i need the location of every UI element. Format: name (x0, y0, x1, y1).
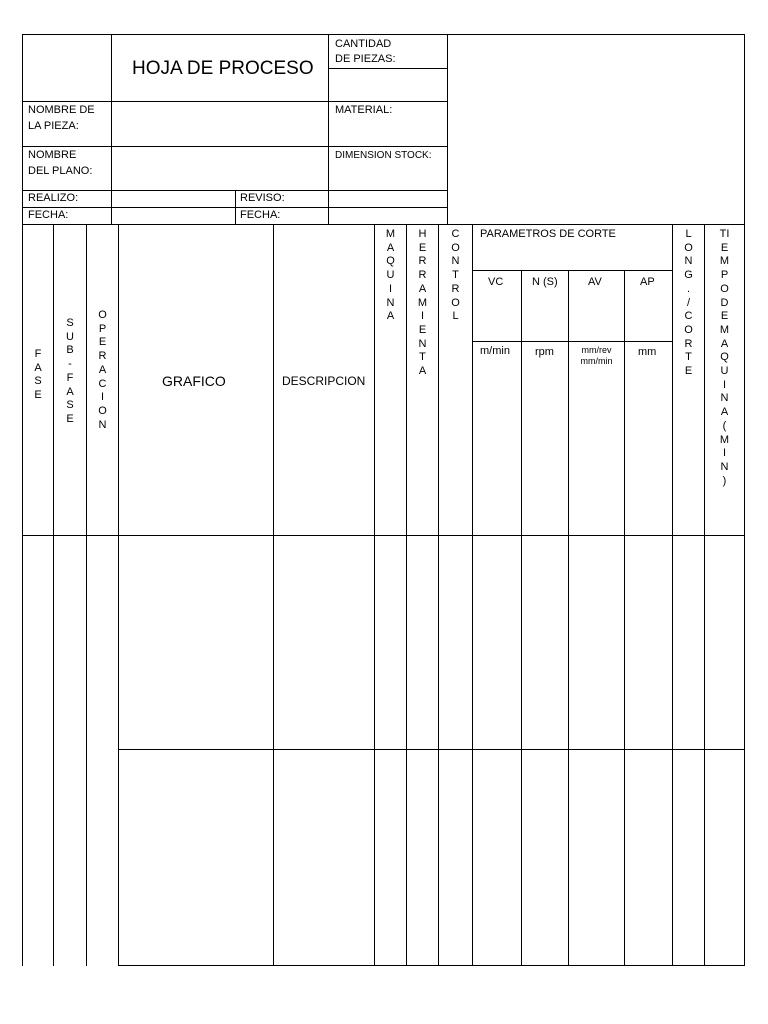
vertical-letter: ( (722, 419, 727, 432)
realizo-label: REALIZO: (28, 192, 79, 204)
vertical-letter: P (98, 322, 107, 335)
vertical-letter: M (719, 255, 730, 268)
dimension-stock-label: DIMENSION STOCK: (335, 150, 432, 161)
vertical-letter: T (419, 351, 426, 364)
border-top (22, 34, 745, 35)
vertical-letter: G (684, 269, 693, 282)
vertical-letter: E (418, 323, 427, 336)
vertical-letter: E (34, 389, 42, 402)
rule-right-label-col (328, 34, 329, 224)
vertical-letter: P (720, 269, 729, 282)
vertical-letter: O (451, 241, 460, 254)
vertical-letter: O (684, 323, 693, 336)
vertical-letter: A (386, 310, 395, 323)
tiempo-maquina-first: TI (719, 228, 730, 240)
col-header-descripcion: DESCRIPCION (282, 374, 366, 388)
vertical-letter: E (720, 310, 729, 323)
vertical-letter: R (418, 269, 427, 282)
nombre-pieza-label-1: NOMBRE DE (28, 104, 95, 116)
vertical-letter: D (720, 296, 729, 309)
vertical-letter: I (100, 391, 105, 404)
vertical-letter: I (420, 310, 425, 323)
unit-ap: mm (638, 346, 657, 358)
unit-av-1: mm/rev (581, 345, 612, 355)
vertical-letter: / (686, 296, 691, 309)
rule-row1 (22, 101, 448, 102)
border-right (744, 34, 745, 966)
vertical-letter: M (385, 228, 396, 240)
fecha-label-2: FECHA: (240, 209, 281, 221)
col-header-subfase (54, 317, 86, 427)
nombre-plano-label-1: NOMBRE (28, 149, 77, 161)
param-av-header: AV (588, 276, 602, 288)
vertical-letter: N (418, 337, 427, 350)
vertical-letter: M (719, 323, 730, 336)
col-header-operacion (87, 309, 118, 432)
col-n-right (568, 270, 569, 966)
cantidad-label-2: DE PIEZAS: (335, 53, 396, 65)
vertical-letter: O (684, 241, 693, 254)
col-header-maquina (375, 228, 406, 324)
vertical-letter: R (98, 350, 107, 363)
col-av-right (624, 270, 625, 966)
rule-label-col (111, 34, 112, 224)
vertical-letter: H (418, 228, 427, 240)
tiempo-maquina-rest (705, 242, 744, 489)
rule-row2 (22, 146, 448, 147)
vertical-letter: N (451, 255, 460, 268)
col-header-grafico: GRAFICO (162, 373, 226, 389)
param-n-header: N (S) (532, 276, 558, 288)
vertical-letter: R (418, 255, 427, 268)
vertical-letter: T (452, 269, 459, 282)
rule-params-units (472, 341, 672, 342)
param-ap-header: AP (640, 276, 655, 288)
col-header-control (439, 228, 472, 324)
vertical-letter: S (66, 317, 74, 329)
vertical-letter: B (66, 344, 74, 357)
vertical-letter: Q (720, 351, 729, 364)
vertical-letter: O (720, 282, 729, 295)
vertical-letter: A (720, 337, 729, 350)
rule-body-mid (118, 749, 745, 750)
col-header-long-corte (673, 228, 704, 379)
vertical-letter: Q (386, 255, 395, 268)
vertical-letter: O (98, 404, 107, 417)
col-control-right (472, 224, 473, 966)
vertical-letter: F (34, 348, 42, 360)
cantidad-label-1: CANTIDAD (335, 38, 392, 50)
vertical-letter: U (66, 330, 74, 343)
col-grafico-right (273, 224, 274, 966)
vertical-letter: A (98, 363, 107, 376)
param-vc-header: VC (488, 276, 504, 288)
vertical-letter: C (684, 310, 693, 323)
vertical-letter: I (722, 378, 727, 391)
col-header-herramienta (407, 228, 438, 379)
page-title: HOJA DE PROCESO (132, 58, 314, 79)
reviso-label: REVISO: (240, 192, 285, 204)
vertical-letter: U (386, 269, 395, 282)
col-operacion-right (118, 224, 119, 966)
vertical-letter: A (34, 361, 42, 374)
nombre-plano-label-2: DEL PLANO: (28, 165, 93, 177)
unit-av-2: mm/min (580, 356, 613, 366)
vertical-letter: U (720, 365, 729, 378)
vertical-letter: O (98, 309, 107, 321)
vertical-letter: E (98, 336, 107, 349)
vertical-letter: A (386, 241, 395, 254)
vertical-letter: T (685, 351, 692, 364)
vertical-letter: C (451, 228, 460, 240)
vertical-letter: N (684, 255, 693, 268)
col-herramienta-right (438, 224, 439, 966)
parametros-corte-header: PARAMETROS DE CORTE (480, 228, 616, 240)
vertical-letter: M (417, 296, 428, 309)
unit-vc: m/min (480, 345, 510, 357)
unit-n: rpm (535, 346, 554, 358)
vertical-letter: S (66, 399, 74, 412)
vertical-letter: L (685, 228, 692, 240)
vertical-letter: ) (722, 474, 727, 487)
vertical-letter: - (68, 358, 72, 371)
vertical-letter: S (34, 375, 42, 388)
vertical-letter: N (98, 418, 107, 431)
vertical-letter: R (684, 337, 693, 350)
vertical-letter: O (451, 296, 460, 309)
vertical-letter: N (386, 296, 395, 309)
vertical-letter: I (722, 447, 727, 460)
vertical-letter: L (452, 310, 459, 323)
material-label: MATERIAL: (335, 104, 393, 116)
vertical-letter: A (720, 406, 729, 419)
vertical-letter: E (418, 241, 427, 254)
rule-reviso (235, 190, 236, 224)
vertical-letter: A (418, 282, 427, 295)
rule-header-top (22, 224, 745, 225)
vertical-letter: M (719, 433, 730, 446)
vertical-letter: A (418, 365, 427, 378)
vertical-letter: F (66, 371, 74, 384)
nombre-pieza-label-2: LA PIEZA: (28, 120, 79, 132)
border-left (22, 34, 23, 966)
vertical-letter: E (720, 241, 729, 254)
vertical-letter: A (66, 385, 74, 398)
vertical-letter: C (98, 377, 107, 390)
rule-header-right (447, 34, 448, 224)
vertical-letter: N (720, 460, 729, 473)
rule-body-top (22, 535, 745, 536)
vertical-letter: I (388, 282, 393, 295)
rule-body-bottom (118, 965, 745, 966)
rule-params-sub (472, 270, 672, 271)
col-descripcion-right (374, 224, 375, 966)
vertical-letter: E (684, 365, 693, 378)
fecha-label-1: FECHA: (28, 209, 69, 221)
vertical-letter: N (720, 392, 729, 405)
rule-cantidad (328, 68, 448, 69)
vertical-letter: E (66, 412, 74, 425)
vertical-letter: . (686, 282, 691, 295)
col-vc-right (521, 270, 522, 966)
col-header-tiempo-maquina (705, 228, 744, 488)
vertical-letter: R (451, 282, 460, 295)
col-header-fase (22, 348, 54, 403)
